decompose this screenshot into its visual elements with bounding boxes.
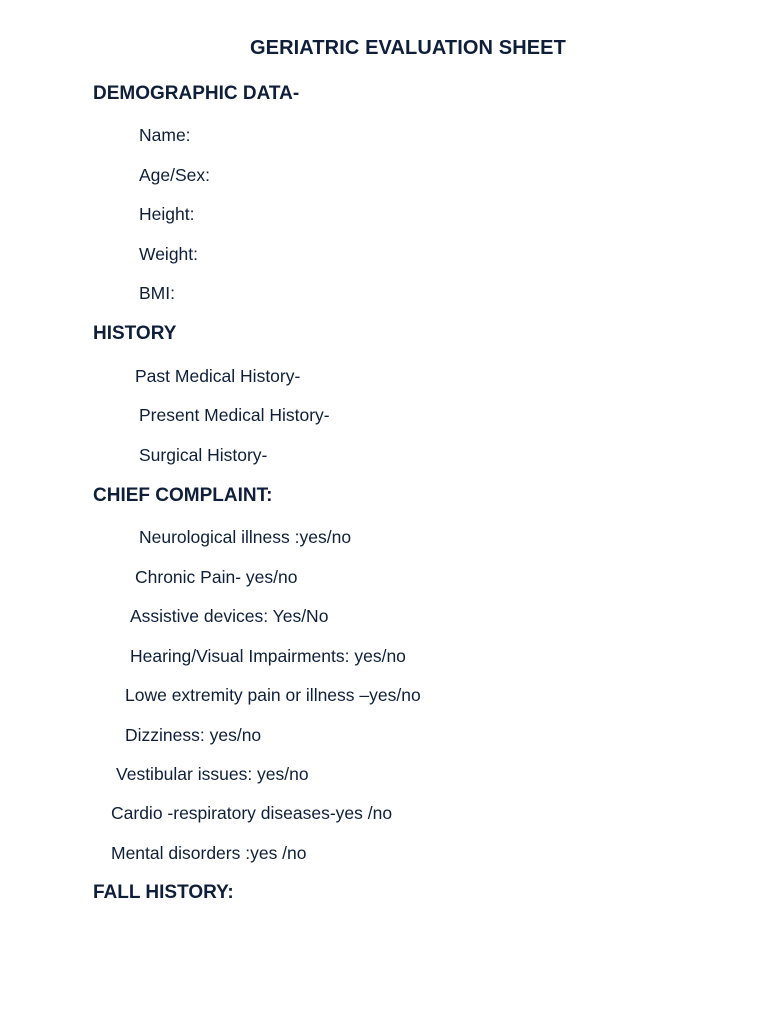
complaint-dizziness: Dizziness: yes/no — [125, 725, 262, 745]
complaint-assistive-devices: Assistive devices: Yes/No — [130, 606, 329, 626]
history-item-surgical: Surgical History- — [139, 445, 268, 465]
history-item-present-medical: Present Medical History- — [139, 405, 330, 425]
section-heading-demographic: DEMOGRAPHIC DATA- — [93, 83, 300, 104]
page-title: GERIATRIC EVALUATION SHEET — [250, 37, 566, 59]
history-item-past-medical: Past Medical History- — [135, 366, 301, 386]
field-bmi: BMI: — [139, 283, 175, 303]
field-age-sex: Age/Sex: — [139, 165, 211, 185]
complaint-vestibular: Vestibular issues: yes/no — [116, 764, 309, 784]
section-heading-fall-history: FALL HISTORY: — [93, 882, 234, 903]
field-weight: Weight: — [139, 244, 199, 264]
complaint-hearing-visual: Hearing/Visual Impairments: yes/no — [130, 646, 406, 666]
complaint-mental-disorders: Mental disorders :yes /no — [111, 843, 307, 863]
complaint-cardio-respiratory: Cardio -respiratory diseases-yes /no — [111, 803, 393, 823]
field-height: Height: — [139, 204, 195, 224]
section-heading-history: HISTORY — [93, 323, 177, 344]
complaint-lower-extremity: Lowe extremity pain or illness –yes/no — [125, 685, 421, 705]
field-name: Name: — [139, 125, 191, 145]
section-heading-chief-complaint: CHIEF COMPLAINT: — [93, 485, 273, 506]
complaint-neurological: Neurological illness :yes/no — [139, 527, 352, 547]
complaint-chronic-pain: Chronic Pain- yes/no — [135, 567, 298, 587]
